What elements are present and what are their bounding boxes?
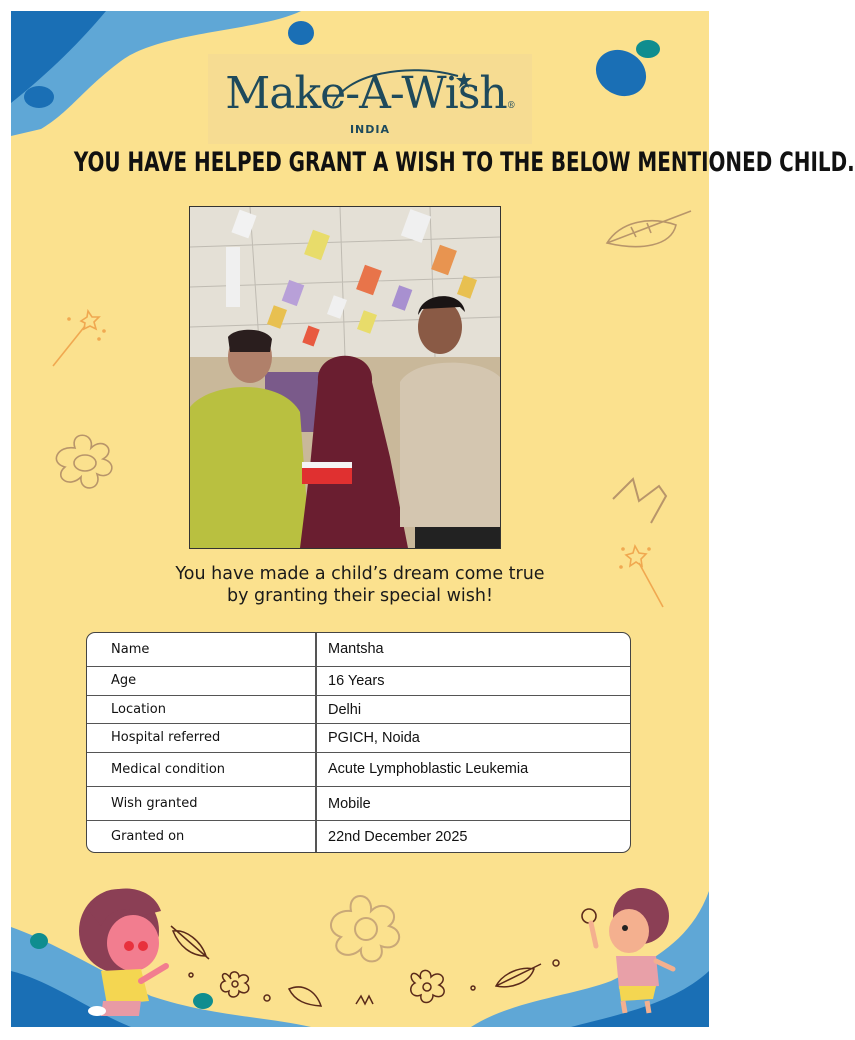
bottom-doodles — [171, 926, 559, 1006]
flower-doodle-icon-center — [331, 896, 399, 961]
detail-value: 22nd December 2025 — [328, 828, 468, 845]
table-row — [87, 821, 630, 852]
detail-label: Medical condition — [87, 752, 316, 786]
certificate-card — [11, 11, 855, 1027]
table-row — [87, 633, 630, 666]
zigzag-doodle-bottom — [356, 996, 373, 1004]
logo-brand-text: Make-A-Wish — [225, 68, 507, 119]
detail-label: Location — [87, 696, 316, 724]
detail-value: PGICH, Noida — [316, 724, 630, 752]
logo-brand — [208, 68, 532, 119]
registered-mark: ® — [506, 101, 515, 111]
detail-value: Delhi — [316, 696, 630, 724]
wish-handover-photo-icon — [190, 207, 500, 548]
detail-value: 16 Years — [316, 666, 630, 695]
detail-value: Mantsha — [316, 633, 630, 666]
make-a-wish-logo — [208, 54, 532, 144]
leaf-doodle-bottom — [289, 987, 321, 1006]
blob-top-center — [288, 21, 314, 45]
headline: YOU HAVE HELPED GRANT A WISH TO THE BELOW MENTIONED CHILD. — [73, 147, 855, 178]
detail-label: Wish granted — [87, 786, 316, 820]
table-row — [87, 752, 630, 786]
detail-label: Granted on — [87, 821, 316, 852]
leaf-doodle-bottom-right — [496, 964, 541, 987]
detail-label: Hospital referred — [87, 724, 316, 752]
leaf-doodle-icon — [607, 211, 691, 247]
table-row — [87, 666, 630, 695]
magic-wand-doodle-icon-left — [53, 311, 105, 366]
logo-country: INDIA — [349, 123, 391, 136]
blob-bottom-teal — [193, 993, 213, 1009]
zigzag-doodle-icon — [613, 479, 666, 523]
detail-label: Name — [87, 633, 316, 666]
flower-doodle-small-2 — [411, 970, 444, 1002]
tagline-line-1: You have made a child’s dream come true — [175, 564, 545, 584]
detail-value: Mobile — [316, 786, 630, 820]
tagline-line-2: by granting their special wish! — [227, 586, 493, 606]
table-row — [87, 724, 630, 752]
tagline — [11, 563, 709, 607]
child-details-table — [86, 632, 631, 853]
leaf-doodle-bottom-left — [171, 926, 209, 959]
detail-value: Acute Lymphoblastic Leukemia — [316, 752, 630, 786]
blob-top-right-teal — [636, 40, 660, 58]
table-row — [87, 696, 630, 724]
flower-doodle-icon-left — [56, 435, 111, 488]
blob-top-left — [24, 86, 54, 108]
blob-bottom-left-teal — [30, 933, 48, 949]
table-row — [87, 786, 630, 820]
wish-photo — [189, 206, 501, 549]
detail-label: Age — [87, 666, 316, 695]
flower-doodle-small-1 — [221, 972, 249, 997]
